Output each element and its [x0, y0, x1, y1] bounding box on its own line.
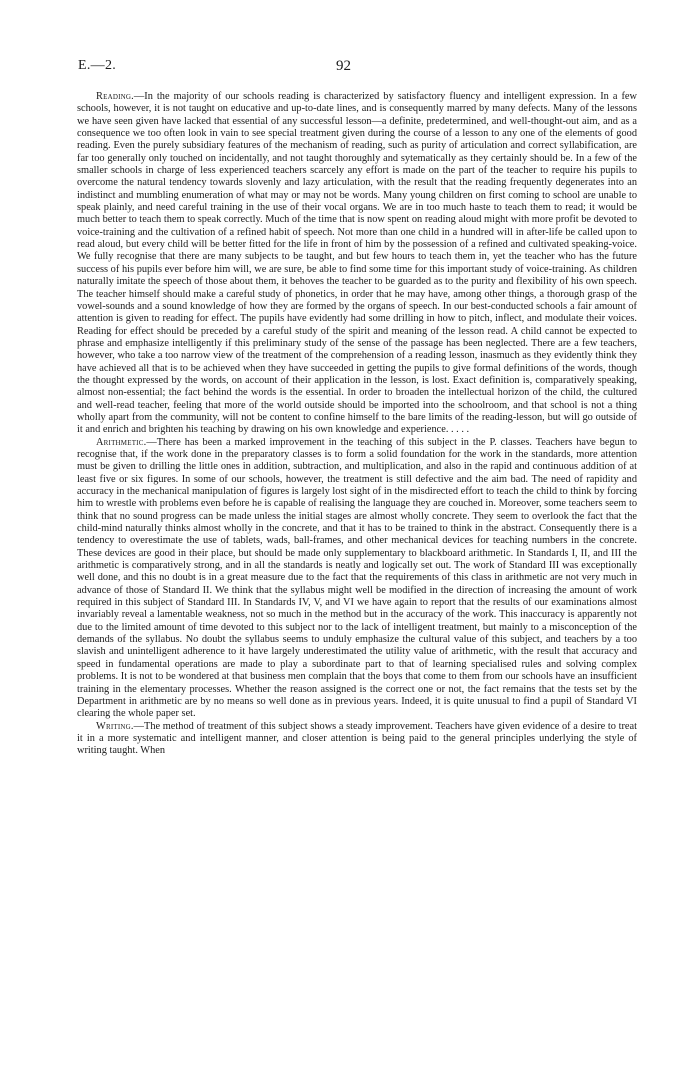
- paragraph-writing: [77, 721, 637, 758]
- section-heading-arithmetic: Arithmetic.: [96, 436, 147, 448]
- body-text: [77, 91, 637, 758]
- page-number: 92: [336, 58, 351, 74]
- paragraph-body-writing: —The method of treatment of this subject shows a steady improvement. Teachers have given evidence of a desire to treat it in a more systematic and intelligent manner, and closer attention is being paid to the general principles underlying the style of writing taught. When: [77, 720, 637, 757]
- document-reference: E.—2.: [78, 58, 117, 73]
- section-heading-reading: Reading.: [96, 91, 134, 102]
- section-heading-writing: Writing.: [96, 720, 134, 732]
- paragraph-body-arithmetic: —There has been a marked improvement in the teaching of this subject in the P. classes. Teachers have begun to recognise that, if the work done in the preparatory classes is to form a solid foundation for the work in the standards, more attention must be given to drilling the little ones in addition, subtraction, and multiplication, and also in the rapid and continuous addition of at least five or six figures. In some of our schools, however, the treatment is still defective and the aim bad. The need of rapidity and accuracy in the mechanical manipulation of figures is largely lost sight of in the misdirected effort to teach the child to think by forcing him to wrestle with problems even before he is capable of realising the language they are couched in. Moreover, some teachers seem to think that no sound progress can be made unless the initial stages are almost wholly concrete. They seem to overlook the fact that the child-mind naturally thinks almost wholly in the concrete, and that it has to be trained to think in the abstract. Consequently there is a tendency to overestimate the use of tablets, wads, ball-frames, and other mechanical devices for teaching numbers in the concrete. These devices are good in their place, but should be made only supplementary to blackboard arithmetic. In Standards I, II, and III the arithmetic is comparatively strong, and in all the standards is neatly and logically set out. The work of Standard III was exceptionally well done, and this no doubt is in a great measure due to the fact that the requirements of this class in arithmetic are not very much in advance of those of Standard II. We think that the syllabus might well be modified in the direction of increasing the amount of work required in this subject of Standard III. In Standards IV, V, and VI we have again to report that the results of our examinations almost invariably reveal a lamentable weakness, not so much in the method but in the accuracy of the work. This inaccuracy is apparently not due to the limited amount of time devoted to this subject nor to the lack of intelligent treatment, but mainly to a misconception of the demands of the syllabus. No doubt the syllabus seems to unduly emphasize the cultural value of this subject, and teachers by a too slavish and unintelligent adherence to it have largely underestimated the utility value of arithmetic, with the result that accuracy and speed in fundamental operations are made to play a subordinate part to that of learning specialised rules and solving complex problems. It is not to be wondered at that business men complain that the boys that come to them from our schools have an insufficient training in the elementary processes. Whether the reason assigned is the correct one or not, the fact remains that the tests set by the Department in arithmetic are by no means so well done as in previous years. Indeed, it is quite unusual to find a pupil of Standard VI clearing the whole paper set.: [77, 436, 637, 720]
- page-header: [78, 58, 638, 80]
- paragraph-arithmetic: [77, 437, 637, 721]
- paragraph-body-reading: —In the majority of our schools reading is characterized by satisfactory fluency and intelligent expression. In a few schools, however, it is not taught on educative and up-to-date lines, and is consequently marred by many defects. Many of the lessons we have seen given have lacked that essential of any successful lesson—a definite, predetermined, and well-thought-out aim, and as a consequence we too often look in vain to see special treatment given during the course of a lesson to any one of the elements of good reading. Even the purely subsidiary features of the mechanism of reading, such as purity of articulation and correct syllabification, are far too generally only touched on incidentally, and not taught thoroughly and sytematically as they certainly should be. In a few of the smaller schools in charge of less experienced teachers scarcely any effort is made on the part of the teacher to require his pupils to overcome the natural tendency towards slovenly and lazy articulation, with the result that the reading frequently degenerates into an indistinct and mumbling enumeration of what may or may not be words. Many young children on first coming to school are unable to speak plainly, and need careful training in the use of their vocal organs. We are in too much haste to teach them to read; it would be much better to teach them to speak correctly. Much of the time that is now spent on reading aloud might with more profit be devoted to voice-training and the cultivation of a refined habit of speech. Not more than one child in a hundred will in after-life be called upon to read aloud, but every child will be better fitted for the life in front of him by the possession of a refined and cultivated speaking-voice. We fully recognise that there are many subjects to be taught, and but few hours to teach them in, yet the teacher who has the future success of his pupils ever before him will, we are sure, be able to find some time for this important study of voice-training. As children naturally imitate the speech of those about them, it behoves the teacher to be guarded as to the purity and flexibility of his own speech. The teacher himself should make a careful study of phonetics, in order that he may have, among other things, a thorough grasp of the vowel-sounds and a sound knowledge of how they are formed by the organs of speech. In our best-conducted schools a fair amount of attention is given to reading for effect. The pupils have evidently had some drilling in how to pitch, inflect, and modulate their voices. Reading for effect should be preceded by a careful study of the spirit and meaning of the lesson read. A child cannot be expected to phrase and emphasize intelligently if this preliminary study of the sense of the passage has been neglected. There are a few teachers, however, who take a too narrow view of the treatment of the comprehension of a reading lesson, inasmuch as they evidently think they have achieved all that is to be achieved when they have succeeded in getting the pupils to give formal definitions of the words, though the thought expressed by the words, on account of their application in the lesson, is lost. Exact definition is, comparatively speaking, almost non-essential; the fact behind the words is the essential. In order to broaden the intellectual horizon of the child, the cultured and well-read teacher, feeling that more of the world outside should be imported into the schoolroom, and that school is not a thing wholly apart from the community, will not be content to confine himself to the bare limits of the reading-lesson, but will go outside of it and enrich and brighten his teaching by drawing on his own knowledge and experience. . . . .: [77, 91, 637, 436]
- paragraph-reading: [77, 91, 637, 437]
